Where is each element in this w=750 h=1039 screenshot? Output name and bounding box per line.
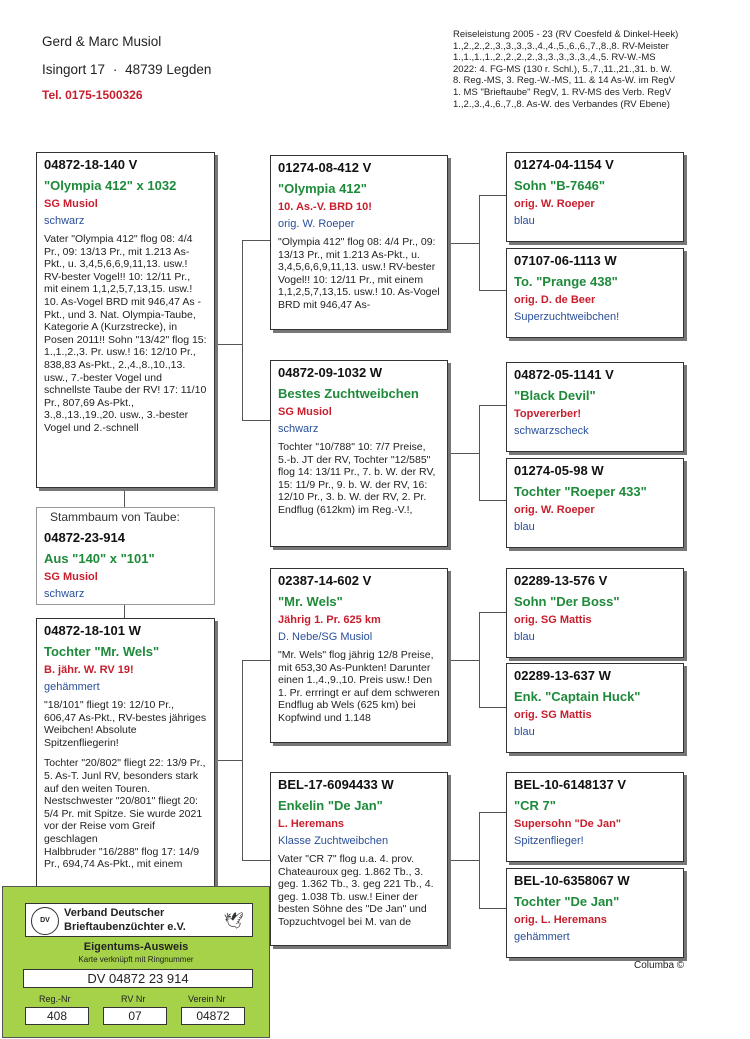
- breeder: Topvererber!: [514, 408, 582, 420]
- description: "Olympia 412" flog 08: 4/4 Pr., 09: 13/13 Pr., mit 1.213 As-Pkt., u. 3,4,5,6,6,9,11,13. usw.! RV-bester Vogel!! 10: 12/11 Pr., mit einem 1,1,2,5,7,13,15. usw.! 10. As-Vogel BRD mit 946,47 As-: [278, 236, 440, 311]
- connector-line: [124, 488, 125, 508]
- rv-field: [103, 1007, 167, 1025]
- pigeon-name: Enk. "Captain Huck": [514, 689, 641, 704]
- connector-line: [479, 612, 507, 613]
- pigeon-color: schwarz: [44, 588, 85, 600]
- ring-number: 04872-23-914: [44, 530, 125, 545]
- ring-number: 04872-09-1032 W: [278, 365, 383, 380]
- ring-number: 02387-14-602 V: [278, 573, 372, 588]
- father-card: [36, 152, 215, 488]
- pigeon-color: blau: [514, 631, 535, 643]
- pigeon-name: Tochter "Roeper 433": [514, 484, 647, 499]
- connector-line: [447, 453, 479, 454]
- verein-field: [181, 1007, 245, 1025]
- connector-line: [479, 500, 507, 501]
- connector-line: [479, 707, 507, 708]
- ring-number: 01274-05-98 W: [514, 463, 604, 478]
- association-logo: DV: [31, 907, 59, 935]
- breeder: orig. SG Mattis: [514, 709, 592, 721]
- pigeon-color: schwarz: [278, 423, 319, 435]
- pigeon-name: Bestes Zuchtweibchen: [278, 386, 419, 401]
- pigeon-name: "Black Devil": [514, 388, 596, 403]
- pigeon-color: gehämmert: [44, 681, 100, 693]
- connector-line: [242, 420, 270, 421]
- ring-number-field: [23, 969, 253, 988]
- ownership-title: Eigentums-Ausweis: [83, 941, 189, 953]
- ring-number-value: DV 04872 23 914: [87, 971, 189, 986]
- connector-line: [479, 195, 480, 290]
- reg-label: Reg.-Nr: [39, 994, 71, 1004]
- address-street: Isingort 17: [42, 62, 106, 77]
- owner-phone[interactable]: Tel. 0175-1500326: [42, 88, 143, 102]
- connector-line: [447, 860, 479, 861]
- description: "18/101" fliegt 19: 12/10 Pr., 606,47 As-Pkt., RV-bestes jähriges Weibchen! Absolute Spitzenfliegerin!: [44, 699, 207, 749]
- pigeon-color: Superzuchtweibchen!: [514, 311, 620, 323]
- breeder: Supersohn "De Jan": [514, 818, 622, 830]
- connector-line: [447, 660, 479, 661]
- pigeon-name: Sohn "B-7646": [514, 178, 606, 193]
- pigeon-name: "CR 7": [514, 798, 556, 813]
- pigeon-name: Tochter "De Jan": [514, 894, 620, 909]
- reg-value: 408: [46, 1009, 68, 1023]
- great-grandparent-card: [506, 362, 684, 452]
- ownership-card: [2, 886, 270, 1038]
- brand-footer: Columba ©: [634, 960, 685, 971]
- mother-card: [36, 618, 215, 890]
- ring-number: BEL-10-6148137 V: [514, 777, 627, 792]
- great-grandparent-card: [506, 772, 684, 862]
- description: Halbbruder "16/288" flog 17: 14/9 Pr., 694,74 As-Pkt., mit einem: [44, 845, 200, 871]
- breeder: orig. SG Mattis: [514, 614, 592, 626]
- connector-line: [124, 604, 125, 618]
- connector-line: [242, 240, 270, 241]
- ring-number: BEL-17-6094433 W: [278, 777, 394, 792]
- breeder: SG Musiol: [44, 571, 98, 583]
- pigeon-name: Enkelin "De Jan": [278, 798, 383, 813]
- pigeon-color: gehämmert: [514, 931, 570, 943]
- pigeon-name: "Mr. Wels": [278, 594, 343, 609]
- pigeon-color: Klasse Zuchtweibchen: [278, 835, 389, 847]
- description: "Mr. Wels" flog jährig 12/8 Preise, mit 653,30 As-Punkten! Darunter einen 1.,4.,9.,10. Preis usw.! Den 1. Pr. errringt er auf dem schweren Endflug ab Wels (625 km) bei Kopfwind und 1.148: [278, 649, 440, 724]
- ring-number: 02289-13-637 W: [514, 668, 611, 683]
- association-name-1: Verband Deutscher: [64, 907, 165, 919]
- association-name-2: Brieftaubenzüchter e.V.: [64, 921, 186, 933]
- breeder: 10. As.-V. BRD 10!: [278, 201, 372, 213]
- pigeon-name: Tochter "Mr. Wels": [44, 644, 160, 659]
- ownership-card-header: [25, 903, 253, 937]
- pigeon-color: schwarz: [44, 215, 85, 227]
- breeder: orig. W. Roeper: [514, 198, 595, 210]
- connector-line: [447, 243, 479, 244]
- achievement-line: 1.,1.,1.,1.,2.,2.,2.,2.,3.,3.,3.,3.,3.,4.,5. RV-W.-MS: [453, 52, 656, 64]
- connector-line: [242, 860, 270, 861]
- connector-line: [479, 812, 507, 813]
- connector-line: [479, 908, 507, 909]
- connector-line: [479, 812, 480, 908]
- verein-label: Verein Nr: [188, 994, 226, 1004]
- great-grandparent-card: [506, 568, 684, 658]
- owner-address: [42, 62, 302, 77]
- breeder: SG Musiol: [278, 406, 332, 418]
- owner-info: [42, 34, 302, 102]
- achievement-line: 1. MS "Brieftaube" RegV, 1. RV-MS des Verb. RegV: [453, 86, 671, 98]
- connector-line: [479, 612, 480, 707]
- breeder: L. Heremans: [278, 818, 345, 830]
- achievement-line: 1.,2.,2.,2.,3.,3.,3.,3.,4.,4.,5.,6.,6.,7.,8.,8. RV-Meister: [453, 40, 669, 52]
- breeder: orig. W. Roeper: [514, 504, 595, 516]
- pigeon-name: "Olympia 412": [278, 181, 367, 196]
- pigeon-name: "Olympia 412" x 1032: [44, 178, 177, 193]
- connector-line: [479, 195, 507, 196]
- pedigree-label: Stammbaum von Taube:: [50, 510, 180, 524]
- connector-line: [242, 660, 243, 860]
- great-grandparent-card: [506, 663, 684, 753]
- owner-name: Gerd & Marc Musiol: [42, 34, 162, 49]
- achievement-line: 2022: 4. FG-MS (130 r. Schl.), 5.,7.,11.,21.,31. b. W.: [453, 63, 672, 75]
- pigeon-color: blau: [514, 726, 535, 738]
- achievement-line: Reiseleistung 2005 - 23 (RV Coesfeld & Dinkel-Heek): [453, 29, 679, 40]
- ring-number: 01274-04-1154 V: [514, 157, 614, 172]
- breeder: SG Musiol: [44, 198, 98, 210]
- achievements-list: [453, 29, 738, 110]
- pigeon-name: To. "Prange 438": [514, 274, 618, 289]
- ring-number: 04872-18-140 V: [44, 157, 138, 172]
- great-grandparent-card: [506, 152, 684, 242]
- ring-number: BEL-10-6358067 W: [514, 873, 630, 888]
- achievement-line: 8. Reg.-MS, 3. Reg.-W.-MS, 11. & 14 As-W. im RegV: [453, 75, 676, 87]
- pigeon-color: orig. W. Roeper: [278, 218, 355, 230]
- ring-number: 07107-06-1113 W: [514, 253, 617, 268]
- pigeon-icon: 🕊: [223, 913, 244, 930]
- rv-label: RV Nr: [121, 994, 146, 1004]
- breeder: orig. D. de Beer: [514, 294, 596, 306]
- connector-line: [479, 405, 480, 500]
- pigeon-name: Sohn "Der Boss": [514, 594, 620, 609]
- achievement-line: 1.,2.,3.,4.,6.,7.,8. As-W. des Verbandes (RV Ebene): [453, 98, 670, 110]
- maternal-grandfather-card: [270, 568, 448, 743]
- paternal-grandmother-card: [270, 360, 448, 547]
- subject-card: [36, 507, 215, 605]
- description: Tochter "10/788" 10: 7/7 Preise, 5.-b. JT der RV, Tochter "12/585" flog 14: 13/11 Pr., 7. b. W. der RV, 15: 11/9 Pr., 9. b. W. der RV, 16: 12/10 Pr., 3. b. W. der RV, 2. Pr. Endflug (612km) im Reg.-V.!,: [278, 441, 436, 516]
- connector-line: [214, 344, 242, 345]
- pigeon-color: blau: [514, 521, 535, 533]
- description: Tochter "20/802" fliegt 22: 13/9 Pr., 5. As-T. Junl RV, besonders stark auf den weiten Touren. Nestschwester "20/801" fliegt 20: 5/4 Pr. mit Spitze. Sie wurde 2021 vor der Reise vom Greif geschlagen: [44, 757, 206, 845]
- breeder: orig. L. Heremans: [514, 914, 607, 926]
- pigeon-color: D. Nebe/SG Musiol: [278, 631, 373, 643]
- ring-number: 02289-13-576 V: [514, 573, 608, 588]
- maternal-grandmother-card: [270, 772, 448, 946]
- description: Vater "CR 7" flog u.a. 4. prov. Chateauroux geg. 1.862 Tb., 3. geg. 1.362 Tb., 3. geg 221 Tb., 4. geg. 1.038 Tb. usw.! Einer der besten Söhne des "De Jan" und Topzuchtvogel bei M. van de: [278, 853, 434, 928]
- connector-line: [242, 660, 270, 661]
- great-grandparent-card: [506, 248, 684, 338]
- breeder: Jährig 1. Pr. 625 km: [278, 614, 381, 626]
- description: Vater "Olympia 412" flog 08: 4/4 Pr., 09: 13/13 Pr., mit 1.213 As-Pkt., u. 3,4,5,6,6,9,11,13. usw.! RV-bester Vogel!! 10: 12/11 Pr., mit einem 1,1,2,5,7,13,15. usw.! 10. As-Vogel BRD mit 946,47 As -Pkt., und 3. Nat. Olympia-Taube, Kategorie A (Kurzstrecke), in Posen 2011!! Sohn "13/42" flog 15: 1.,1.,2.,3. Pr. usw.! 16: 12/10 Pr., 838,83 As-Pkt., 2.,4.,8.,10.,13. usw., 7.-bester Vogel und schnellste Taube der RV! 17: 11/10 Pr., 807,69 As-Pkt., 3.,8.,13.,19.,20. usw., 3.-bester Vogel und 2.-schnell: [44, 233, 207, 434]
- pigeon-color: blau: [514, 215, 535, 227]
- connector-line: [479, 405, 507, 406]
- connector-line: [214, 760, 242, 761]
- great-grandparent-card: [506, 868, 684, 958]
- ownership-subtitle: Karte verknüpft mit Ringnummer: [78, 955, 194, 964]
- great-grandparent-card: [506, 458, 684, 548]
- connector-line: [242, 240, 243, 420]
- rv-value: 07: [128, 1009, 142, 1023]
- breeder: B. jähr. W. RV 19!: [44, 664, 134, 676]
- ring-number: 04872-18-101 W: [44, 623, 141, 638]
- ring-number: 04872-05-1141 V: [514, 367, 614, 382]
- pigeon-color: Spitzenflieger!: [514, 835, 584, 847]
- address-separator: ·: [112, 62, 118, 77]
- connector-line: [479, 290, 507, 291]
- paternal-grandfather-card: [270, 155, 448, 330]
- pigeon-name: Aus "140" x "101": [44, 551, 155, 566]
- ring-number: 01274-08-412 V: [278, 160, 372, 175]
- address-city: 48739 Legden: [125, 62, 212, 77]
- reg-field: [25, 1007, 89, 1025]
- pigeon-color: schwarzscheck: [514, 425, 589, 437]
- verein-value: 04872: [196, 1009, 230, 1023]
